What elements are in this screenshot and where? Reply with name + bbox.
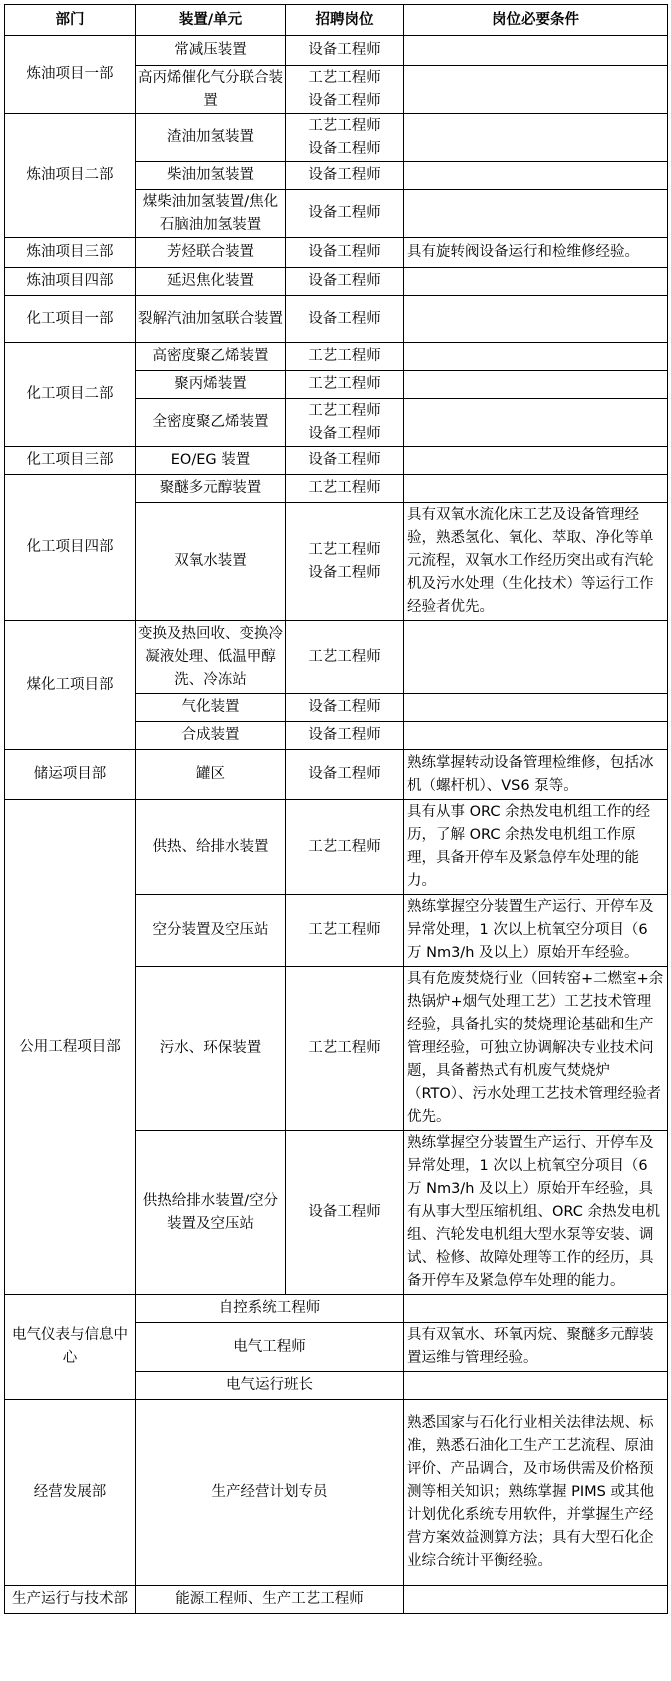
department-cell: 储运项目部 (5, 750, 136, 800)
position-merged-cell: 电气运行班长 (136, 1372, 404, 1400)
position-cell: 设备工程师 (286, 722, 404, 750)
requirement-cell (404, 722, 668, 750)
position-cell: 设备工程师 (286, 190, 404, 238)
position-cell: 工艺工程师 (286, 621, 404, 694)
position-cell: 设备工程师 (286, 36, 404, 66)
position-cell: 设备工程师 (286, 296, 404, 343)
position-cell: 工艺工程师 (286, 800, 404, 895)
table-row (5, 296, 668, 343)
table-row (5, 1586, 668, 1614)
requirement-cell: 具有危废焚烧行业（回转窑+二燃室+余热锅炉+烟气处理工艺）工艺技术管理经验，具备扎实的焚烧理论基础和生产管理经验，可独立协调解决专业技术问题，具备蓄热式有机废气焚烧炉（RTO）、污水处理工艺技术管理经验者优先。 (404, 967, 668, 1131)
unit-cell: 气化装置 (136, 694, 286, 722)
table-row (5, 36, 668, 66)
unit-cell: 常减压装置 (136, 36, 286, 66)
requirement-cell (404, 190, 668, 238)
recruitment-table (4, 4, 668, 1614)
table-row (5, 447, 668, 475)
requirement-cell (404, 36, 668, 66)
position-cell: 工艺工程师 设备工程师 (286, 114, 404, 162)
position-cell: 设备工程师 (286, 447, 404, 475)
department-cell: 化工项目三部 (5, 447, 136, 475)
unit-cell: 污水、环保装置 (136, 967, 286, 1131)
position-cell: 设备工程师 (286, 268, 404, 296)
unit-cell: 煤柴油加氢装置/焦化石脑油加氢装置 (136, 190, 286, 238)
header-department: 部门 (5, 5, 136, 36)
requirement-cell (404, 694, 668, 722)
position-cell: 工艺工程师 (286, 895, 404, 967)
header-position: 招聘岗位 (286, 5, 404, 36)
unit-cell: 柴油加氢装置 (136, 162, 286, 190)
requirement-cell (404, 268, 668, 296)
department-cell: 生产运行与技术部 (5, 1586, 136, 1614)
table-row (5, 114, 668, 162)
table-row (5, 1295, 668, 1323)
position-cell: 设备工程师 (286, 1131, 404, 1295)
header-unit: 装置/单元 (136, 5, 286, 36)
requirement-cell (404, 66, 668, 114)
requirement-cell (404, 1586, 668, 1614)
unit-cell: 高密度聚乙烯装置 (136, 343, 286, 371)
position-cell: 工艺工程师 设备工程师 (286, 66, 404, 114)
unit-cell: 芳烃联合装置 (136, 238, 286, 268)
table-row (5, 475, 668, 503)
requirement-cell (404, 447, 668, 475)
position-cell: 工艺工程师 (286, 343, 404, 371)
requirement-cell (404, 475, 668, 503)
unit-cell: 罐区 (136, 750, 286, 800)
requirement-cell: 具有旋转阀设备运行和检维修经验。 (404, 238, 668, 268)
table-row (5, 268, 668, 296)
position-cell: 工艺工程师 (286, 967, 404, 1131)
requirement-cell (404, 114, 668, 162)
position-merged-cell: 自控系统工程师 (136, 1295, 404, 1323)
department-cell: 公用工程项目部 (5, 800, 136, 1295)
table-row (5, 621, 668, 694)
requirement-cell (404, 399, 668, 447)
department-cell: 电气仪表与信息中心 (5, 1295, 136, 1400)
requirement-cell: 具有双氧水流化床工艺及设备管理经验，熟悉氢化、氧化、萃取、净化等单元流程，双氧水工作经历突出或有汽轮机及污水处理（生化技术）等运行工作经验者优先。 (404, 503, 668, 621)
header-requirements: 岗位必要条件 (404, 5, 668, 36)
position-merged-cell: 电气工程师 (136, 1323, 404, 1372)
position-cell: 设备工程师 (286, 694, 404, 722)
department-cell: 炼油项目三部 (5, 238, 136, 268)
table-row (5, 238, 668, 268)
unit-cell: 变换及热回收、变换冷凝液处理、低温甲醇洗、冷冻站 (136, 621, 286, 694)
table-row (5, 1400, 668, 1586)
requirement-cell (404, 343, 668, 371)
unit-cell: 聚丙烯装置 (136, 371, 286, 399)
requirement-cell: 熟练掌握空分装置生产运行、开停车及异常处理，1 次以上杭氧空分项目（6 万 Nm3/h 及以上）原始开车经验。 (404, 895, 668, 967)
department-cell: 炼油项目二部 (5, 114, 136, 238)
position-cell: 设备工程师 (286, 238, 404, 268)
position-cell: 工艺工程师 设备工程师 (286, 503, 404, 621)
department-cell: 炼油项目四部 (5, 268, 136, 296)
requirement-cell: 熟悉国家与石化行业相关法律法规、标准，熟悉石油化工生产工艺流程、原油评价、产品调合，及市场供需及价格预测等相关知识；熟练掌握 PIMS 或其他计划优化系统专用软件，并掌握生产经营方案效益测算方法；具有大型石化企业综合统计平衡经验。 (404, 1400, 668, 1586)
table-row (5, 750, 668, 800)
table-row (5, 800, 668, 895)
department-cell: 煤化工项目部 (5, 621, 136, 750)
unit-cell: 全密度聚乙烯装置 (136, 399, 286, 447)
requirement-cell: 具有双氧水、环氧丙烷、聚醚多元醇装置运维与管理经验。 (404, 1323, 668, 1372)
requirement-cell (404, 371, 668, 399)
unit-cell: 聚醚多元醇装置 (136, 475, 286, 503)
unit-cell: EO/EG 装置 (136, 447, 286, 475)
unit-cell: 高丙烯催化气分联合装置 (136, 66, 286, 114)
unit-cell: 空分装置及空压站 (136, 895, 286, 967)
unit-cell: 延迟焦化装置 (136, 268, 286, 296)
department-cell: 炼油项目一部 (5, 36, 136, 114)
requirement-cell: 熟练掌握空分装置生产运行、开停车及异常处理，1 次以上杭氧空分项目（6 万 Nm3/h 及以上）原始开车经验，具有从事大型压缩机组、ORC 余热发电机组、汽轮发电机组大型水泵等安装、调试、检修、故障处理等工作的经历，具备开停车及紧急停车处理的能力。 (404, 1131, 668, 1295)
unit-cell: 渣油加氢装置 (136, 114, 286, 162)
department-cell: 化工项目二部 (5, 343, 136, 447)
unit-cell: 供热、给排水装置 (136, 800, 286, 895)
requirement-cell: 熟练掌握转动设备管理检维修，包括冰机（螺杆机）、VS6 泵等。 (404, 750, 668, 800)
position-merged-cell: 生产经营计划专员 (136, 1400, 404, 1586)
requirement-cell (404, 621, 668, 694)
requirement-cell: 具有从事 ORC 余热发电机组工作的经历，了解 ORC 余热发电机组工作原理，具备开停车及紧急停车处理的能力。 (404, 800, 668, 895)
department-cell: 化工项目四部 (5, 475, 136, 621)
requirement-cell (404, 162, 668, 190)
table-header-row (5, 5, 668, 36)
unit-cell: 合成装置 (136, 722, 286, 750)
unit-cell: 供热给排水装置/空分装置及空压站 (136, 1131, 286, 1295)
position-cell: 工艺工程师 设备工程师 (286, 399, 404, 447)
position-merged-cell: 能源工程师、生产工艺工程师 (136, 1586, 404, 1614)
requirement-cell (404, 1295, 668, 1323)
position-cell: 工艺工程师 (286, 475, 404, 503)
unit-cell: 双氧水装置 (136, 503, 286, 621)
position-cell: 工艺工程师 (286, 371, 404, 399)
requirement-cell (404, 1372, 668, 1400)
unit-cell: 裂解汽油加氢联合装置 (136, 296, 286, 343)
department-cell: 化工项目一部 (5, 296, 136, 343)
requirement-cell (404, 296, 668, 343)
position-cell: 设备工程师 (286, 750, 404, 800)
department-cell: 经营发展部 (5, 1400, 136, 1586)
position-cell: 设备工程师 (286, 162, 404, 190)
table-row (5, 343, 668, 371)
